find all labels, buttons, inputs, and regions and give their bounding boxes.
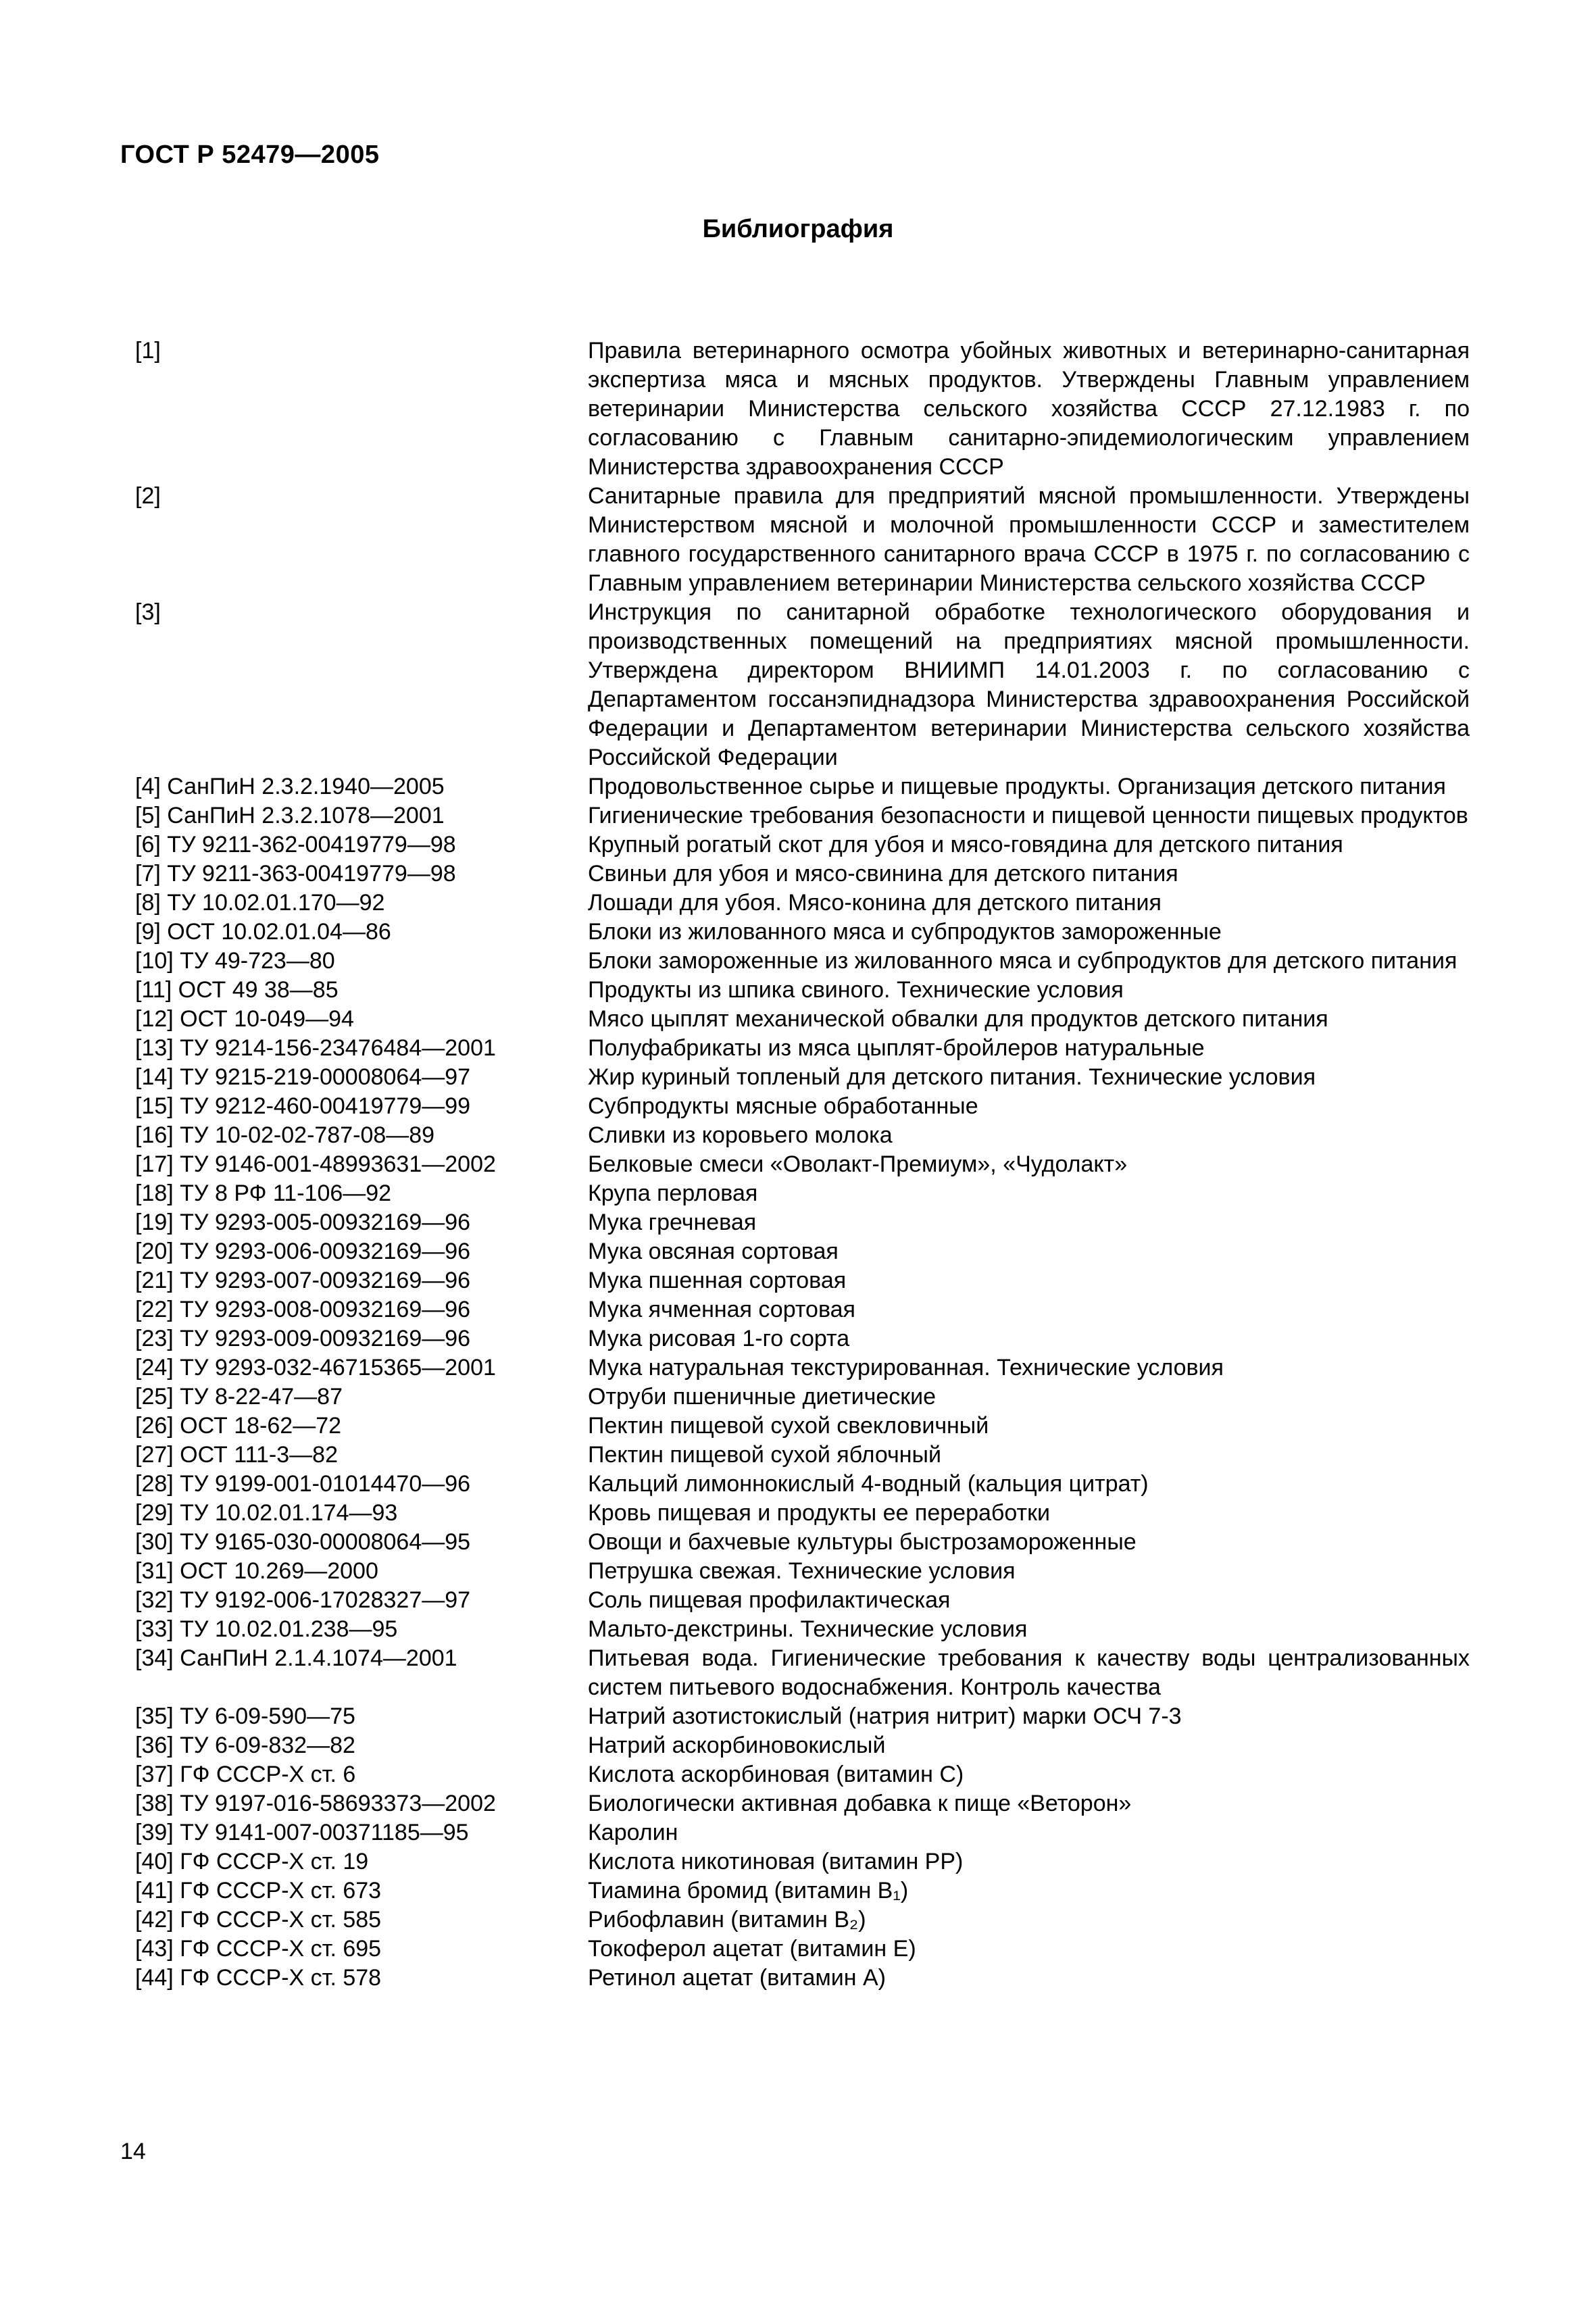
bibliography-description: Мука ячменная сортовая bbox=[588, 1297, 855, 1322]
bibliography-ref: [25] ТУ 8-22-47—87 bbox=[135, 1384, 343, 1410]
bibliography-entry bbox=[135, 1324, 1470, 1353]
bibliography-ref: [21] ТУ 9293-007-00932169—96 bbox=[135, 1268, 471, 1293]
bibliography-ref: [44] ГФ СССР-Х ст. 578 bbox=[135, 1965, 382, 1991]
bibliography-entry bbox=[135, 1092, 1470, 1121]
bibliography-ref: [14] ТУ 9215-219-00008064—97 bbox=[135, 1064, 471, 1090]
bibliography-entry bbox=[135, 1876, 1470, 1906]
bibliography-ref: [27] ОСТ 111-3—82 bbox=[135, 1442, 338, 1468]
bibliography-description: Кислота аскорбиновая (витамин С) bbox=[588, 1762, 964, 1787]
bibliography-ref: [34] СанПиН 2.1.4.1074—2001 bbox=[135, 1645, 457, 1671]
bibliography-entry bbox=[135, 1470, 1470, 1499]
bibliography-description: Кальций лимоннокислый 4-водный (кальция цитрат) bbox=[588, 1471, 1149, 1497]
bibliography-entry bbox=[135, 1150, 1470, 1179]
bibliography-description: Лошади для убоя. Мясо-конина для детского питания bbox=[588, 890, 1162, 916]
bibliography-description: Блоки из жилованного мяса и субпродуктов замороженные bbox=[588, 919, 1222, 945]
bibliography-description: Инструкция по санитарной обработке технологического оборудования и производственных помещений на предприятиях мясной промышленности. Утверждена директором ВНИИМП 14.01.2003 г. по согласованию с Департаментом госсанэпиднадзора Министерства здравоохранения Российской Федерации и Департаментом ветеринарии Министерства сельского хозяйства Российской Федерации bbox=[588, 599, 1470, 770]
bibliography-description: Биологически активная добавка к пище «Веторон» bbox=[588, 1791, 1132, 1816]
bibliography-entry bbox=[135, 860, 1470, 889]
bibliography-description: Сливки из коровьего молока bbox=[588, 1122, 893, 1148]
bibliography-description: Натрий азотистокислый (натрия нитрит) марки ОСЧ 7-3 bbox=[588, 1703, 1182, 1729]
bibliography-ref: [37] ГФ СССР-Х ст. 6 bbox=[135, 1762, 356, 1787]
bibliography-description: Натрий аскорбиновокислый bbox=[588, 1733, 886, 1758]
bibliography-ref: [24] ТУ 9293-032-46715365—2001 bbox=[135, 1355, 496, 1380]
bibliography-description: Санитарные правила для предприятий мясной промышленности. Утверждены Министерством мясной и молочной промышленности СССР и заместителем главного государственного санитарного врача СССР в 1975 г. по согласованию с Главным управлением ветеринарии Министерства сельского хозяйства СССР bbox=[588, 483, 1470, 596]
bibliography-description: Кровь пищевая и продукты ее переработки bbox=[588, 1500, 1050, 1526]
bibliography-entry bbox=[135, 1818, 1470, 1847]
bibliography-ref: [11] ОСТ 49 38—85 bbox=[135, 977, 339, 1003]
bibliography-description: Каролин bbox=[588, 1820, 678, 1845]
page-number: 14 bbox=[120, 2139, 146, 2164]
bibliography-description: Рибофлавин (витамин В₂) bbox=[588, 1907, 866, 1933]
page-title: Библиография bbox=[702, 215, 894, 243]
bibliography-entry bbox=[135, 1557, 1470, 1586]
bibliography-ref: [13] ТУ 9214-156-23476484—2001 bbox=[135, 1035, 496, 1061]
bibliography-entry bbox=[135, 1847, 1470, 1876]
bibliography-description: Правила ветеринарного осмотра убойных животных и ветеринарно-санитарная экспертиза мяса и мясных продуктов. Утверждены Главным управлением ветеринарии Министерства сельского хозяйства СССР 27.12.1983 г. по согласованию с Главным санитарно-эпидемиологическим управлением Министерства здравоохранения СССР bbox=[588, 338, 1470, 480]
bibliography-entry bbox=[135, 1179, 1470, 1208]
bibliography-ref: [39] ТУ 9141-007-00371185—95 bbox=[135, 1820, 469, 1845]
bibliography-description: Свиньи для убоя и мясо-свинина для детского питания bbox=[588, 861, 1178, 887]
bibliography-entry bbox=[135, 947, 1470, 976]
bibliography-entry bbox=[135, 1208, 1470, 1237]
bibliography-description: Блоки замороженные из жилованного мяса и субпродуктов для детского питания bbox=[588, 948, 1457, 974]
bibliography-description: Пектин пищевой сухой яблочный bbox=[588, 1442, 941, 1468]
bibliography-entry bbox=[135, 1731, 1470, 1760]
bibliography-description: Отруби пшеничные диетические bbox=[588, 1384, 937, 1410]
bibliography-entry bbox=[135, 1615, 1470, 1644]
bibliography-ref: [38] ТУ 9197-016-58693373—2002 bbox=[135, 1791, 496, 1816]
bibliography-entry bbox=[135, 1906, 1470, 1935]
bibliography-description: Пектин пищевой сухой свекловичный bbox=[588, 1413, 989, 1439]
bibliography-description: Крупа перловая bbox=[588, 1180, 758, 1206]
bibliography-description: Токоферол ацетат (витамин Е) bbox=[588, 1936, 916, 1962]
bibliography-entry bbox=[135, 1412, 1470, 1441]
bibliography-ref: [28] ТУ 9199-001-01014470—96 bbox=[135, 1471, 471, 1497]
bibliography-description: Мука овсяная сортовая bbox=[588, 1239, 839, 1264]
bibliography-ref: [8] ТУ 10.02.01.170—92 bbox=[135, 890, 385, 916]
bibliography-ref: [43] ГФ СССР-Х ст. 695 bbox=[135, 1936, 382, 1962]
bibliography-entry bbox=[135, 1789, 1470, 1818]
bibliography-entry bbox=[135, 1499, 1470, 1528]
bibliography-entry bbox=[135, 1034, 1470, 1063]
bibliography-ref: [35] ТУ 6-09-590—75 bbox=[135, 1703, 355, 1729]
bibliography-entry bbox=[135, 772, 1470, 801]
bibliography-ref: [3] bbox=[135, 599, 161, 625]
bibliography-entry bbox=[135, 1063, 1470, 1092]
bibliography-entry bbox=[135, 801, 1470, 830]
bibliography-ref: [10] ТУ 49-723—80 bbox=[135, 948, 335, 974]
bibliography-entry bbox=[135, 1644, 1470, 1702]
bibliography-description: Полуфабрикаты из мяса цыплят-бройлеров натуральные bbox=[588, 1035, 1205, 1061]
bibliography-description: Крупный рогатый скот для убоя и мясо-говядина для детского питания bbox=[588, 832, 1343, 857]
bibliography-entry bbox=[135, 1935, 1470, 1964]
bibliography-entry bbox=[135, 889, 1470, 918]
bibliography-ref: [32] ТУ 9192-006-17028327—97 bbox=[135, 1587, 471, 1613]
bibliography-ref: [18] ТУ 8 РФ 11-106—92 bbox=[135, 1180, 392, 1206]
bibliography-description: Продукты из шпика свиного. Технические условия bbox=[588, 977, 1124, 1003]
bibliography-ref: [2] bbox=[135, 483, 161, 509]
bibliography-entry bbox=[135, 976, 1470, 1005]
bibliography-ref: [40] ГФ СССР-Х ст. 19 bbox=[135, 1849, 369, 1874]
bibliography-description: Гигиенические требования безопасности и пищевой ценности пищевых продуктов bbox=[588, 803, 1468, 828]
bibliography-description: Соль пищевая профилактическая bbox=[588, 1587, 951, 1613]
bibliography-description: Кислота никотиновая (витамин РР) bbox=[588, 1849, 964, 1874]
document-code: ГОСТ Р 52479—2005 bbox=[120, 141, 380, 169]
bibliography-ref: [17] ТУ 9146-001-48993631—2002 bbox=[135, 1151, 496, 1177]
bibliography-entry bbox=[135, 1760, 1470, 1789]
bibliography-description: Мука гречневая bbox=[588, 1210, 757, 1235]
bibliography-ref: [12] ОСТ 10-049—94 bbox=[135, 1006, 354, 1032]
bibliography-description: Субпродукты мясные обработанные bbox=[588, 1093, 978, 1119]
bibliography-ref: [30] ТУ 9165-030-00008064—95 bbox=[135, 1529, 471, 1555]
bibliography-description: Мясо цыплят механической обвалки для продуктов детского питания bbox=[588, 1006, 1328, 1032]
bibliography-entry bbox=[135, 1383, 1470, 1412]
bibliography-ref: [22] ТУ 9293-008-00932169—96 bbox=[135, 1297, 471, 1322]
bibliography-description: Мука натуральная текстурированная. Технические условия bbox=[588, 1355, 1224, 1380]
bibliography-ref: [26] ОСТ 18-62—72 bbox=[135, 1413, 342, 1439]
bibliography-ref: [36] ТУ 6-09-832—82 bbox=[135, 1733, 355, 1758]
bibliography-ref: [23] ТУ 9293-009-00932169—96 bbox=[135, 1326, 471, 1351]
bibliography-entry bbox=[135, 830, 1470, 860]
bibliography-description: Продовольственное сырье и пищевые продукты. Организация детского питания bbox=[588, 774, 1446, 799]
bibliography-ref: [5] СанПиН 2.3.2.1078—2001 bbox=[135, 803, 445, 828]
bibliography-entry bbox=[135, 1237, 1470, 1266]
bibliography-description: Мука пшенная сортовая bbox=[588, 1268, 847, 1293]
bibliography-entry bbox=[135, 1005, 1470, 1034]
bibliography-entry bbox=[135, 1964, 1470, 1993]
bibliography-entry bbox=[135, 1702, 1470, 1731]
bibliography-ref: [42] ГФ СССР-Х ст. 585 bbox=[135, 1907, 382, 1933]
bibliography-entry bbox=[135, 598, 1470, 772]
bibliography-list bbox=[135, 337, 1470, 1993]
bibliography-entry bbox=[135, 1295, 1470, 1324]
bibliography-ref: [29] ТУ 10.02.01.174—93 bbox=[135, 1500, 398, 1526]
bibliography-entry bbox=[135, 1266, 1470, 1295]
bibliography-ref: [19] ТУ 9293-005-00932169—96 bbox=[135, 1210, 471, 1235]
bibliography-entry bbox=[135, 1528, 1470, 1557]
bibliography-description: Белковые смеси «Оволакт-Премиум», «Чудолакт» bbox=[588, 1151, 1128, 1177]
bibliography-ref: [6] ТУ 9211-362-00419779—98 bbox=[135, 832, 456, 857]
bibliography-description: Овощи и бахчевые культуры быстрозамороженные bbox=[588, 1529, 1137, 1555]
bibliography-ref: [7] ТУ 9211-363-00419779—98 bbox=[135, 861, 456, 887]
bibliography-description: Питьевая вода. Гигиенические требования к качеству воды централизованных систем питьевого водоснабжения. Контроль качества bbox=[588, 1645, 1470, 1700]
bibliography-description: Жир куриный топленый для детского питания. Технические условия bbox=[588, 1064, 1316, 1090]
bibliography-description: Петрушка свежая. Технические условия bbox=[588, 1558, 1016, 1584]
bibliography-entry bbox=[135, 1586, 1470, 1615]
bibliography-description: Мука рисовая 1-го сорта bbox=[588, 1326, 850, 1351]
bibliography-entry bbox=[135, 337, 1470, 482]
bibliography-ref: [4] СанПиН 2.3.2.1940—2005 bbox=[135, 774, 445, 799]
bibliography-ref: [33] ТУ 10.02.01.238—95 bbox=[135, 1616, 398, 1642]
bibliography-ref: [1] bbox=[135, 338, 161, 364]
bibliography-description: Тиамина бромид (витамин В₁) bbox=[588, 1878, 909, 1903]
bibliography-ref: [16] ТУ 10-02-02-787-08—89 bbox=[135, 1122, 435, 1148]
bibliography-description: Мальто-декстрины. Технические условия bbox=[588, 1616, 1028, 1642]
bibliography-ref: [9] ОСТ 10.02.01.04—86 bbox=[135, 919, 391, 945]
bibliography-ref: [41] ГФ СССР-Х ст. 673 bbox=[135, 1878, 382, 1903]
bibliography-ref: [20] ТУ 9293-006-00932169—96 bbox=[135, 1239, 471, 1264]
bibliography-entry bbox=[135, 1121, 1470, 1150]
bibliography-entry bbox=[135, 1441, 1470, 1470]
bibliography-ref: [15] ТУ 9212-460-00419779—99 bbox=[135, 1093, 471, 1119]
bibliography-entry bbox=[135, 482, 1470, 598]
bibliography-entry bbox=[135, 1353, 1470, 1383]
bibliography-ref: [31] ОСТ 10.269—2000 bbox=[135, 1558, 378, 1584]
bibliography-entry bbox=[135, 918, 1470, 947]
bibliography-description: Ретинол ацетат (витамин А) bbox=[588, 1965, 886, 1991]
